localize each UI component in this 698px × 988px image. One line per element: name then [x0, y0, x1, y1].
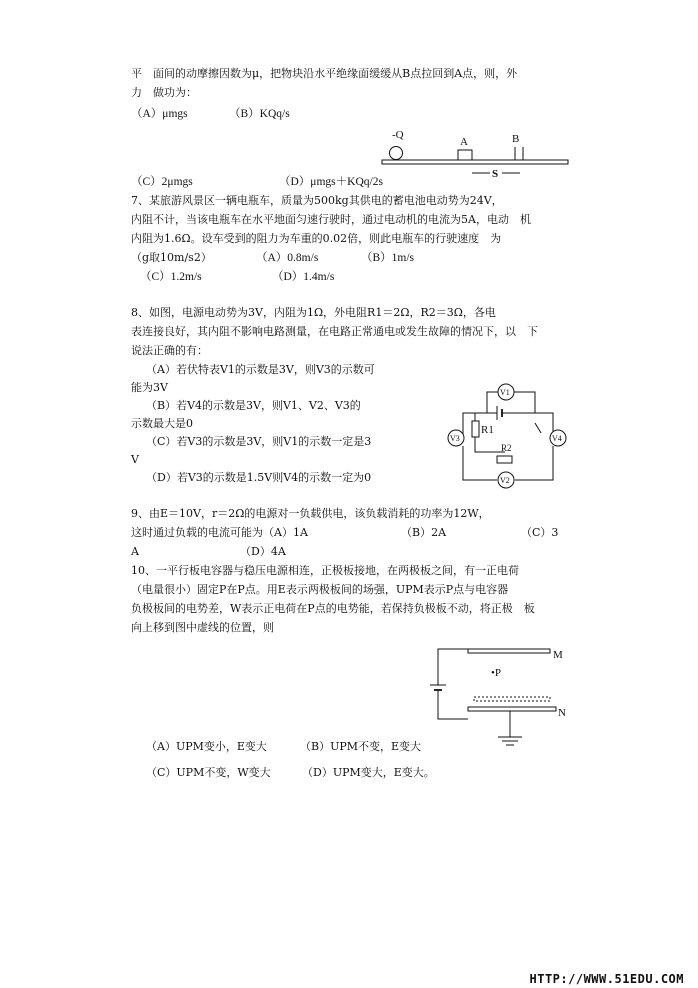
- q9-line-1: 9、由E＝10V，r＝2Ω的电源对一负载供电，该负载消耗的功率为12W，: [131, 507, 490, 520]
- q10-line-3: 负极板间的电势差，W表示正电荷在P点的电势能，若保持负极板不动，将正极 板: [131, 602, 535, 615]
- q8-option-c-line-2: V: [131, 453, 139, 466]
- q8-option-d: （D）若V3的示数是1.5V则V4的示数一定为0: [146, 471, 372, 484]
- q-friction-option-a: （A）μmgs: [131, 108, 188, 120]
- q7-option-d: （D）1.4m/s: [272, 271, 335, 283]
- q7-option-b: （B）1m/s: [361, 252, 415, 264]
- resistor-r1: [472, 421, 479, 437]
- distance-label: S: [492, 168, 499, 180]
- q7-line-4: （g取10m/s2）: [131, 251, 212, 264]
- wire-top-right: [502, 413, 553, 438]
- q10-option-c: （C）UPM不变，W变大: [146, 766, 271, 779]
- switch: [535, 423, 541, 433]
- voltmeter-v3-label: V3: [450, 434, 460, 443]
- q9-option-d: （D）4A: [240, 545, 286, 558]
- q8-line-3: 说法正确的有：: [131, 344, 208, 357]
- plate-m: [468, 649, 550, 653]
- q-friction-option-d: （D）μmgs＋KQq/2s: [279, 176, 383, 188]
- resistor-r2-label: R2: [501, 443, 512, 453]
- voltmeter-v1-label: V1: [500, 388, 510, 397]
- q-friction-option-c: （C）2μmgs: [131, 176, 193, 188]
- circuit-figure: [445, 380, 575, 495]
- q9-option-a: （A）1A: [263, 526, 308, 539]
- point-a-label: A: [460, 136, 468, 148]
- q8-line-2: 表连接良好，其内阻不影响电路测量，在电路正常通电或发生故障的情况下，以 下: [131, 325, 538, 338]
- plate-n-label: N: [558, 707, 566, 719]
- v1-lead-left: [487, 392, 498, 413]
- q9-option-b: （B）2A: [401, 526, 447, 539]
- footer-url: HTTP://WWW.51EDU.COM: [529, 972, 684, 986]
- capacitor-figure: [428, 635, 578, 747]
- charge-label: -Q: [392, 129, 404, 141]
- charge-sphere: [390, 147, 403, 160]
- voltmeter-v4-label: V4: [552, 434, 562, 443]
- q10-line-1: 10、一平行板电容器与稳压电源相连，正极板接地，在两极板之间，有一正电荷: [131, 564, 519, 577]
- q8-line-1: 8、如图，电源电动势为3V，内阻为1Ω，外电阻R1＝2Ω，R2＝3Ω，各电: [131, 306, 496, 319]
- point-p-label: •P: [491, 667, 501, 679]
- q8-option-b-line-1: （B）若V4的示数是3V，则V1、V2、V3的: [146, 399, 361, 412]
- q7-line-3: 内阻为1.6Ω。设车受到的阻力为车重的0.02倍，则此电瓶车的行驶速度 为: [131, 232, 502, 245]
- block-a: [458, 150, 472, 160]
- resistor-r2: [497, 456, 512, 463]
- q9-option-c: （C）3: [521, 526, 559, 539]
- q-friction-line-2: 力 做功为：: [131, 86, 197, 99]
- q8-option-c-line-1: （C）若V3的示数是3V，则V1的示数一定是3: [146, 435, 372, 448]
- q8-option-a-line-2: 能为3V: [131, 381, 168, 394]
- q10-option-b: （B）UPM不变，E变大: [300, 740, 422, 753]
- dashed-plate-position: [474, 697, 550, 701]
- wire-bottom-left: [463, 446, 497, 480]
- voltmeter-v2-label: V2: [500, 476, 510, 485]
- q8-option-a-line-1: （A）若伏特表V1的示数是3V，则V3的示数可: [146, 363, 375, 376]
- resistor-r1-label: R1: [481, 424, 494, 436]
- point-b-label: B: [512, 133, 520, 145]
- q7-line-2: 内阻不计，当该电瓶车在水平地面匀速行驶时，通过电动机的电流为5A，电动 机: [131, 213, 531, 226]
- insulating-surface: [382, 160, 568, 164]
- plate-n: [468, 707, 556, 711]
- q-friction-option-b: （B）KQq/s: [229, 108, 290, 120]
- q9-line-2: [131, 526, 308, 540]
- q8-option-b-line-2: 示数最大是0: [131, 417, 193, 430]
- q10-line-4: 向上移到图中虚线的位置，则: [131, 621, 274, 634]
- v1-lead-right: [514, 392, 535, 413]
- q9-line-2-text: 这时通过负载的电流可能为: [131, 526, 263, 539]
- friction-figure: [380, 125, 570, 180]
- wire-left-lower: [438, 690, 468, 719]
- q10-option-d: （D）UPM变大，E变大。: [302, 766, 435, 779]
- wire-bottom-right: [515, 446, 553, 480]
- plate-m-label: M: [553, 649, 563, 661]
- q-friction-line-1: 平 面间的动摩擦因数为μ，把物块沿水平绝缘面缓缓从B点拉回到A点，则，外: [131, 67, 518, 80]
- q7-option-a: （A）0.8m/s: [256, 252, 319, 264]
- q7-line-1: 7、某旅游风景区一辆电瓶车，质量为500kg其供电的蓄电池电动势为24V，: [131, 194, 503, 207]
- q7-option-c: （C）1.2m/s: [140, 271, 202, 283]
- q10-line-2: （电量很小）固定P在P点。用E表示两极板间的场强，UPM表示P点与电容器: [131, 583, 509, 596]
- q9-line-3: A: [131, 545, 139, 558]
- q10-option-a: （A）UPM变小，E变大: [146, 740, 267, 753]
